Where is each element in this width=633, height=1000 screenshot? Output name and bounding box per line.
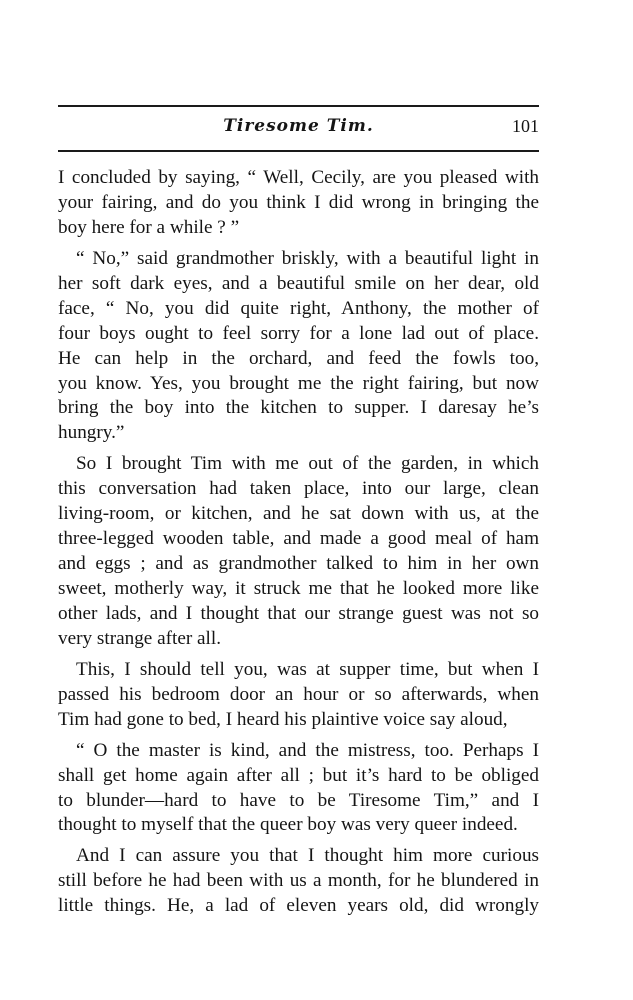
paragraph	[58, 739, 539, 839]
text-line: passed his bedroom door an hour or so afterwards, when	[58, 683, 539, 705]
header-rule-bottom	[58, 150, 539, 152]
paragraph	[58, 166, 539, 241]
text-line: living-room, or kitchen, and he sat down with us, at the	[58, 503, 539, 525]
paragraph	[58, 247, 539, 447]
text-line: to blunder—hard to have to be Tiresome Tim,” and I	[58, 789, 539, 811]
text-line: still before he had been with us a month, for he blundered in	[58, 870, 539, 892]
text-line: you know. Yes, you brought me the right fairing, but now	[58, 372, 539, 394]
header-rule-top	[58, 105, 539, 107]
text-line: your fairing, and do you think I did wrong in bringing the	[58, 191, 539, 213]
text-line: thought to myself that the queer boy was very queer indeed.	[58, 814, 518, 836]
paragraph	[58, 844, 539, 919]
text-line: very strange after all.	[58, 627, 222, 649]
text-line: “ O the master is kind, and the mistress, too. Perhaps I	[76, 739, 539, 761]
text-line: and eggs ; and as grandmother talked to him in her own	[58, 553, 539, 575]
text-line: little things. He, a lad of eleven years old, did wrongly	[58, 895, 539, 917]
body-text	[58, 166, 539, 919]
paragraph	[58, 452, 539, 652]
text-line: “ No,” said grandmother briskly, with a beautiful light in	[76, 247, 539, 269]
text-line: boy here for a while ? ”	[58, 216, 240, 238]
text-line: sweet, motherly way, it struck me that he looked more like	[58, 578, 539, 599]
text-line: hungry.”	[58, 422, 125, 444]
text-line: This, I should tell you, was at supper time, but when I	[76, 658, 539, 680]
paragraph	[58, 658, 539, 733]
text-line: her soft dark eyes, and a beautiful smile on her dear, old	[58, 272, 539, 294]
text-line: other lads, and I thought that our strange guest was not so	[58, 602, 539, 624]
text-line: So I brought Tim with me out of the garden, in which	[76, 453, 539, 475]
text-line: Tim had gone to bed, I heard his plaintive voice say aloud,	[58, 708, 508, 730]
text-line: face, “ No, you did quite right, Anthony, the mother of	[58, 297, 539, 319]
text-line: He can help in the orchard, and feed the fowls too,	[58, 347, 539, 369]
text-line: shall get home again after all ; but it’s hard to be obliged	[58, 764, 539, 786]
text-line: And I can assure you that I thought him more curious	[76, 845, 539, 867]
running-title: Tiresome Tim.	[223, 116, 374, 136]
running-head	[58, 116, 539, 142]
text-line: this conversation had taken place, into our large, clean	[58, 478, 539, 500]
text-line: I concluded by saying, “ Well, Cecily, are you pleased with	[58, 167, 539, 188]
page-number: 101	[512, 116, 539, 136]
text-line: bring the boy into the kitchen to supper. I daresay he’s	[58, 397, 539, 419]
text-line: three-legged wooden table, and made a good meal of ham	[58, 528, 539, 550]
text-line: four boys ought to feel sorry for a lone lad out of place.	[58, 322, 539, 344]
